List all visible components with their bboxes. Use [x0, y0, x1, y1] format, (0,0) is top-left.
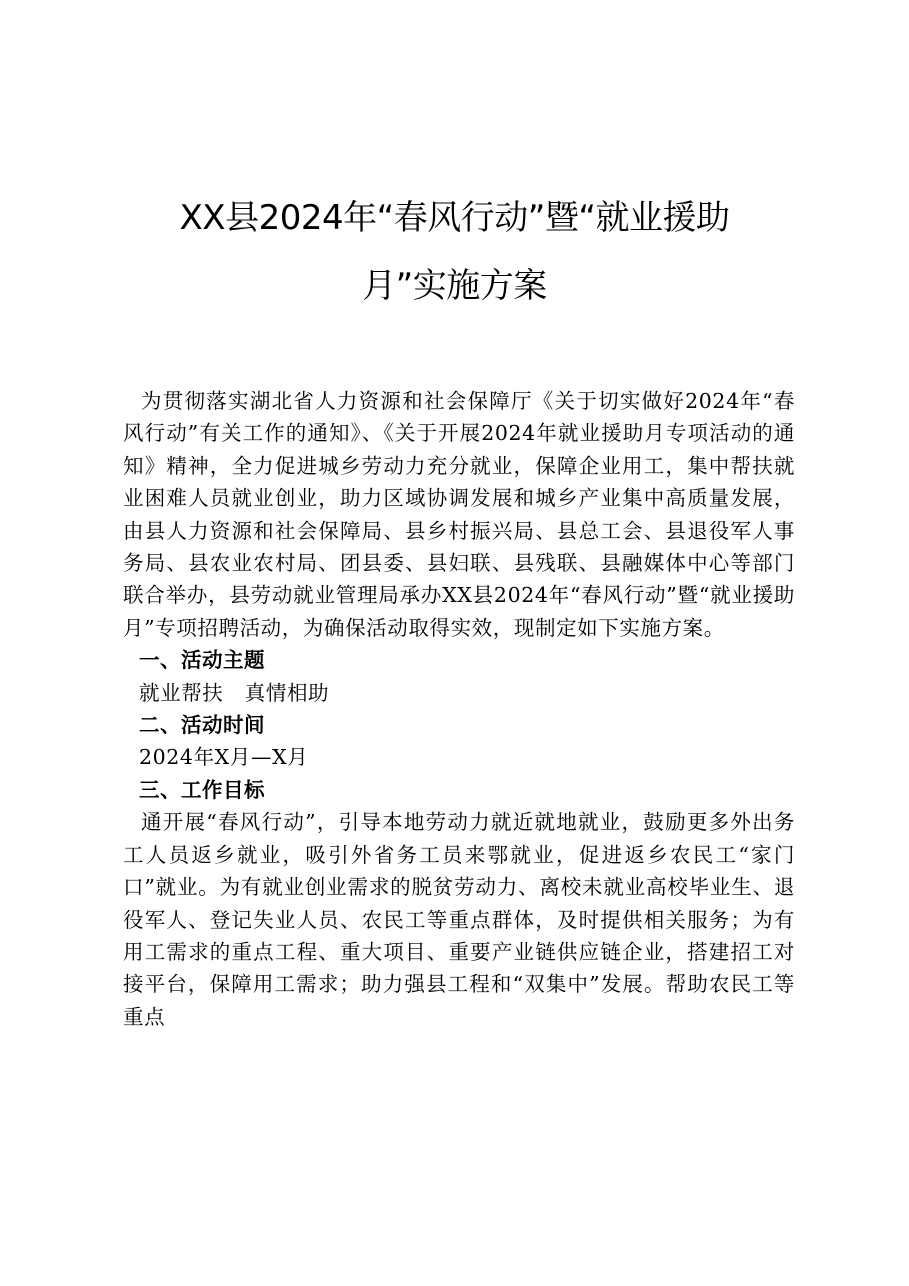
document-title-line-1: XX县2024年“春风行动”暨“就业援助 — [179, 198, 730, 238]
section-heading-time: 二、活动时间 — [139, 713, 265, 738]
section-content-theme: 就业帮扶 真情相助 — [139, 680, 330, 705]
section-heading-goals: 三、工作目标 — [139, 777, 265, 802]
intro-paragraph: 为贯彻落实湖北省人力资源和社会保障厅《关于切实做好2024年“春风行动”有关工作的通知》、《关于开展2024年就业援助月专项活动的通知》精神，全力促进城乡劳动力充分就业，保障企业用工，集中帮扶就业困难人员就业创业，助力区域协调发展和城乡产业集中高质量发展，由县人力资源和社会保障局、县乡村振兴局、县总工会、县退役军人事务局、县农业农村局、团县委、县妇联、县残联、县融媒体中心等部门联合举办，县劳动就业管理局承办XX县2024年“春风行动”暨“就业援助月”专项招聘活动，为确保活动取得实效，现制定如下实施方案。 — [123, 389, 795, 640]
document-body — [123, 385, 795, 1033]
section-content-time: 2024年X月—X月 — [139, 745, 309, 770]
section-content-goals: 通开展“春风行动”，引导本地劳动力就近就地就业，鼓励更多外出务工人员返乡就业，吸引外省务工员来鄂就业，促进返乡农民工“家门口”就业。为有就业创业需求的脱贫劳动力、离校未就业高校毕业生、退役军人、登记失业人员、农民工等重点群体，及时提供相关服务；为有用工需求的重点工程、重大项目、重要产业链供应链企业，搭建招工对接平台，保障用工需求；助力强县工程和“双集中”发展。帮助农民工等重点 — [123, 810, 795, 1029]
section-heading-theme: 一、活动主题 — [139, 648, 265, 673]
document-title-line-2: 月”实施方案 — [362, 266, 547, 306]
